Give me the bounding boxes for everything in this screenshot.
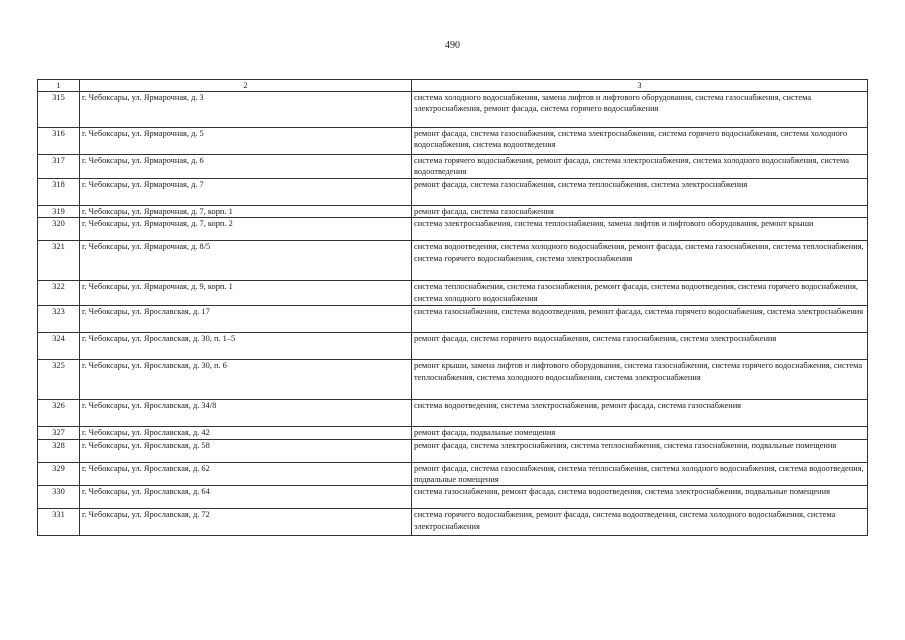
table-row	[38, 439, 868, 462]
table-row	[38, 155, 868, 179]
row-number: 327	[38, 427, 80, 439]
row-works: система электроснабжения, система теплоснабжения, замена лифтов и лифтового оборудования, ремонт крыши	[412, 218, 868, 241]
table-row	[38, 360, 868, 400]
row-works: система газоснабжения, система водоотведения, ремонт фасада, система горячего водоснабжения, система электроснабжения	[412, 306, 868, 333]
table-row	[38, 462, 868, 486]
row-works: система горячего водоснабжения, ремонт фасада, система электроснабжения, система холодного водоснабжения, система водоотведения	[412, 155, 868, 179]
row-number: 317	[38, 155, 80, 179]
row-address: г. Чебоксары, ул. Ярмарочная, д. 8/5	[80, 241, 412, 281]
page-number: 490	[445, 40, 460, 51]
row-address: г. Чебоксары, ул. Ярмарочная, д. 6	[80, 155, 412, 179]
table-row	[38, 486, 868, 509]
row-works: система холодного водоснабжения, замена лифтов и лифтового оборудования, система газоснабжения, система электроснабжения, ремонт фасада, система горячего водоснабжения	[412, 92, 868, 128]
row-address: г. Чебоксары, ул. Ярославская, д. 64	[80, 486, 412, 509]
row-address: г. Чебоксары, ул. Ярославская, д. 72	[80, 509, 412, 536]
row-number: 323	[38, 306, 80, 333]
row-address: г. Чебоксары, ул. Ярмарочная, д. 3	[80, 92, 412, 128]
row-number: 322	[38, 281, 80, 306]
row-works: ремонт фасада, система газоснабжения	[412, 205, 868, 217]
row-works: ремонт фасада, подвальные помещения	[412, 427, 868, 439]
row-address: г. Чебоксары, ул. Ярмарочная, д. 9, корп. 1	[80, 281, 412, 306]
table-row	[38, 427, 868, 439]
table-header-row	[38, 80, 868, 92]
table-row	[38, 241, 868, 281]
table-row	[38, 92, 868, 128]
row-number: 321	[38, 241, 80, 281]
column-header-works: 3	[412, 80, 868, 92]
table-row	[38, 178, 868, 205]
row-works: система горячего водоснабжения, ремонт фасада, система водоотведения, система холодного водоснабжения, система электроснабжения	[412, 509, 868, 536]
row-number: 315	[38, 92, 80, 128]
housing-repair-table	[37, 79, 868, 536]
row-works: ремонт фасада, система горячего водоснабжения, система газоснабжения, система электроснабжения	[412, 333, 868, 360]
row-number: 318	[38, 178, 80, 205]
row-address: г. Чебоксары, ул. Ярославская, д. 17	[80, 306, 412, 333]
row-address: г. Чебоксары, ул. Ярмарочная, д. 7, корп. 2	[80, 218, 412, 241]
row-address: г. Чебоксары, ул. Ярмарочная, д. 7	[80, 178, 412, 205]
table-row	[38, 205, 868, 217]
row-address: г. Чебоксары, ул. Ярмарочная, д. 5	[80, 128, 412, 155]
row-address: г. Чебоксары, ул. Ярославская, д. 58	[80, 439, 412, 462]
row-works: система водоотведения, система электроснабжения, ремонт фасада, система газоснабжения	[412, 400, 868, 427]
row-address: г. Чебоксары, ул. Ярославская, д. 62	[80, 462, 412, 486]
row-works: система водоотведения, система холодного водоснабжения, ремонт фасада, система газоснабжения, система теплоснабжения, система горячего водоснабжения, система электроснабжения	[412, 241, 868, 281]
table-row	[38, 509, 868, 536]
row-works: ремонт фасада, система электроснабжения, система теплоснабжения, система газоснабжения, подвальные помещения	[412, 439, 868, 462]
row-works: ремонт фасада, система газоснабжения, система теплоснабжения, система холодного водоснабжения, система водоотведения, подвальные помещения	[412, 462, 868, 486]
row-number: 316	[38, 128, 80, 155]
row-address: г. Чебоксары, ул. Ярославская, д. 42	[80, 427, 412, 439]
column-header-address: 2	[80, 80, 412, 92]
row-number: 325	[38, 360, 80, 400]
row-address: г. Чебоксары, ул. Ярославская, д. 30, п. 6	[80, 360, 412, 400]
row-number: 326	[38, 400, 80, 427]
table-row	[38, 281, 868, 306]
table-row	[38, 333, 868, 360]
row-address: г. Чебоксары, ул. Ярославская, д. 34/8	[80, 400, 412, 427]
table-row	[38, 306, 868, 333]
row-works: ремонт фасада, система газоснабжения, система электроснабжения, система горячего водоснабжения, система холодного водоснабжения, система водоотведения	[412, 128, 868, 155]
row-number: 320	[38, 218, 80, 241]
row-works: система газоснабжения, ремонт фасада, система водоотведения, система электроснабжения, подвальные помещения	[412, 486, 868, 509]
row-address: г. Чебоксары, ул. Ярмарочная, д. 7, корп. 1	[80, 205, 412, 217]
table-row	[38, 128, 868, 155]
table-row	[38, 400, 868, 427]
row-number: 330	[38, 486, 80, 509]
row-works: ремонт фасада, система газоснабжения, система теплоснабжения, система электроснабжения	[412, 178, 868, 205]
row-number: 324	[38, 333, 80, 360]
column-header-number: 1	[38, 80, 80, 92]
row-works: система теплоснабжения, система газоснабжения, ремонт фасада, система водоотведения, система горячего водоснабжения, система холодного водоснабжения	[412, 281, 868, 306]
row-number: 328	[38, 439, 80, 462]
row-number: 331	[38, 509, 80, 536]
row-works: ремонт крыши, замена лифтов и лифтового оборудования, система газоснабжения, система горячего водоснабжения, система теплоснабжения, система холодного водоснабжения, система электроснабжения	[412, 360, 868, 400]
row-number: 329	[38, 462, 80, 486]
row-address: г. Чебоксары, ул. Ярославская, д. 30, п. 1–5	[80, 333, 412, 360]
table-row	[38, 218, 868, 241]
row-number: 319	[38, 205, 80, 217]
